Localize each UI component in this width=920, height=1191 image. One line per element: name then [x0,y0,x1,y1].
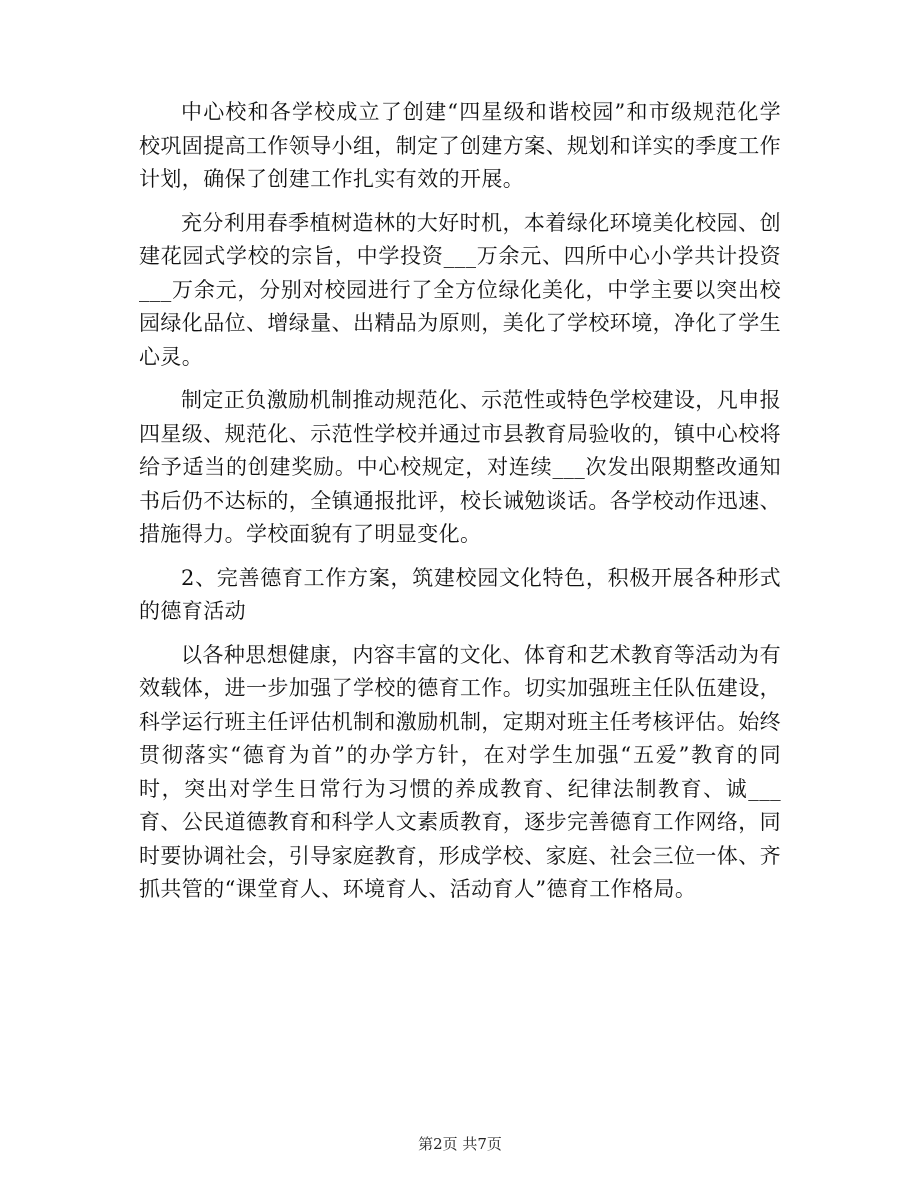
paragraph-3: 制定正负激励机制推动规范化、示范性或特色学校建设，凡申报四星级、规范化、示范性学校并通过市县教育局验收的，镇中心校将给予适当的创建奖励。中心校规定，对连续___次发出限期整改通知书后仍不达标的，全镇通报批评，校长诫勉谈话。各学校动作迅速、措施得力。学校面貌有了明显变化。 [139,388,781,546]
paragraph-2: 充分利用春季植树造林的大好时机，本着绿化环境美化校园、创建花园式学校的宗旨，中学投资___万余元、四所中心小学共计投资___万余元，分别对校园进行了全方位绿化美化，中学主要以突出校园绿化品位、增绿量、出精品为原则，美化了学校环境，净化了学生心灵。 [139,210,781,369]
page-number-footer: 第2页 共7页 [418,1135,502,1153]
document-body [139,96,781,917]
paragraph-1: 中心校和各学校成立了创建“四星级和谐校园”和市级规范化学校巩固提高工作领导小组，制定了创建方案、规划和详实的季度工作计划，确保了创建工作扎实有效的开展。 [139,100,781,191]
section-heading: 2、完善德育工作方案，筑建校园文化特色，积极开展各种形式的德育活动 [139,565,781,623]
paragraph-5: 以各种思想健康，内容丰富的文化、体育和艺术教育等活动为有效载体，进一步加强了学校的德育工作。切实加强班主任队伍建设，科学运行班主任评估机制和激励机制，定期对班主任考核评估。始终贯彻落实“德育为首”的办学方针，在对学生加强“五爱”教育的同时，突出对学生日常行为习惯的养成教育、纪律法制教育、诚___育、公民道德教育和科学人文素质教育，逐步完善德育工作网络，同时要协调社会，引导家庭教育，形成学校、家庭、社会三位一体、齐抓共管的“课堂育人、环境育人、活动育人”德育工作格局。 [139,642,781,901]
